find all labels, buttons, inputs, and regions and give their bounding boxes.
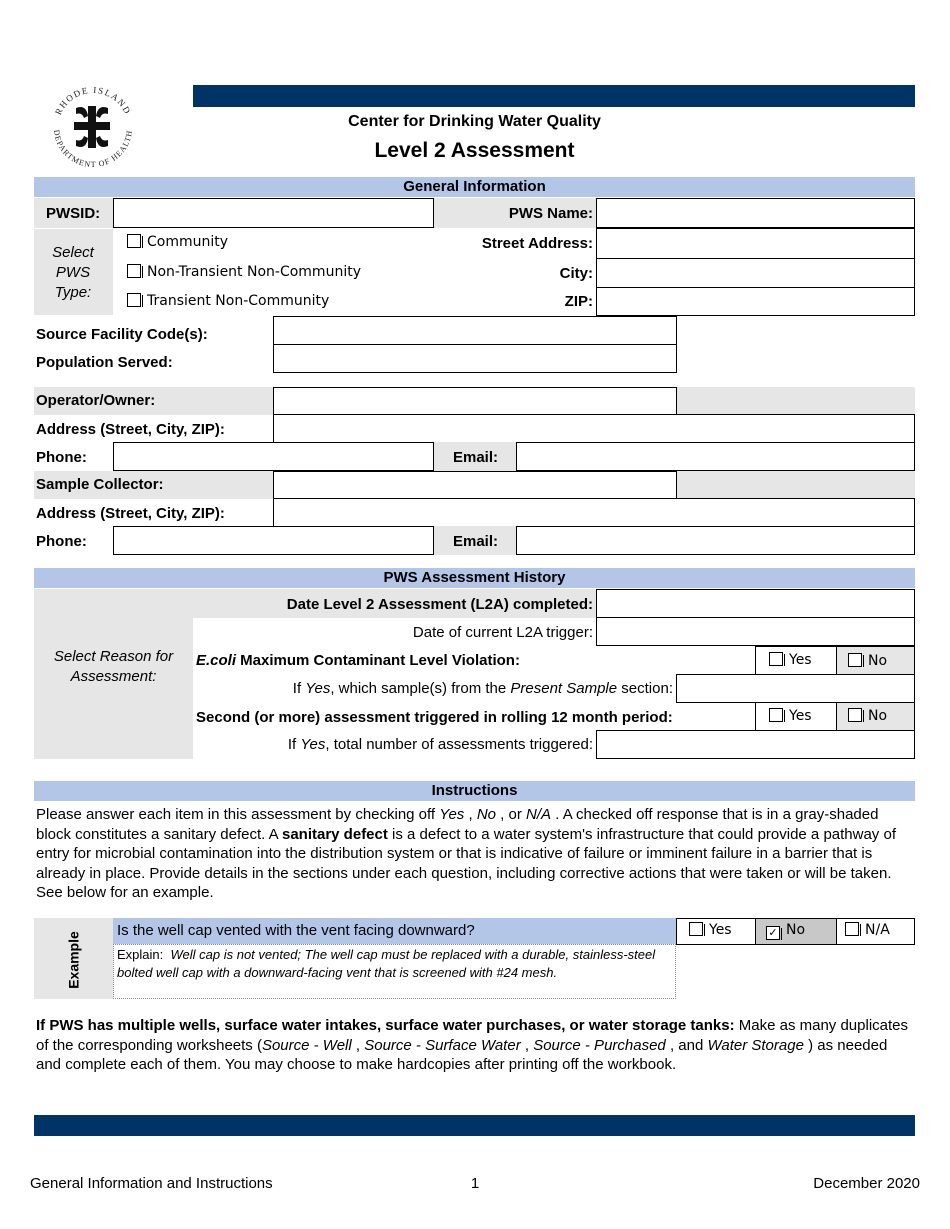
ecoli-yes-option[interactable]: Yes	[769, 652, 812, 668]
operator-field[interactable]	[273, 387, 677, 415]
pws-type-tnc[interactable]: Transient Non-Community	[127, 293, 329, 309]
date-trigger-field[interactable]	[596, 617, 915, 646]
operator-phone-field[interactable]	[113, 442, 434, 471]
svg-text:RHODE ISLAND: RHODE ISLAND	[52, 84, 134, 117]
ecoli-label: E.coli Maximum Contaminant Level Violation:	[196, 652, 520, 669]
example-question: Is the well cap vented with the vent facing downward?	[117, 922, 475, 939]
select-reason-label: Select Reason for Assessment:	[53, 648, 174, 685]
operator-label: Operator/Owner:	[36, 392, 156, 409]
sample-question-label: If Yes, which sample(s) from the Present Sample section:	[292, 680, 673, 697]
general-info-heading: General Information	[34, 177, 915, 197]
history-heading: PWS Assessment History	[34, 568, 915, 588]
footer-band	[34, 1115, 915, 1136]
checkbox-icon[interactable]	[127, 264, 141, 278]
example-yes-option[interactable]: Yes	[689, 922, 732, 938]
checkbox-icon[interactable]	[127, 293, 141, 307]
page-title: Level 2 Assessment	[374, 139, 575, 162]
footer-date: December 2020	[813, 1175, 920, 1192]
pws-name-label: PWS Name:	[508, 205, 593, 222]
operator-email-field[interactable]	[516, 442, 915, 471]
svg-text:DEPARTMENT OF HEALTH: DEPARTMENT OF HEALTH	[51, 129, 135, 170]
city-field[interactable]	[596, 258, 915, 288]
second-no-option[interactable]: No	[848, 708, 887, 724]
org-name: Center for Drinking Water Quality	[348, 113, 601, 130]
collector-phone-label: Phone:	[36, 533, 87, 550]
checkbox-icon[interactable]	[769, 708, 783, 722]
example-no-option[interactable]: ✓ No	[766, 922, 805, 940]
checkbox-icon[interactable]	[845, 922, 859, 936]
date-completed-label: Date Level 2 Assessment (L2A) completed:	[286, 596, 593, 613]
pwsid-label: PWSID:	[46, 205, 101, 222]
collector-address-label: Address (Street, City, ZIP):	[36, 505, 225, 522]
population-label: Population Served:	[36, 354, 173, 371]
source-facility-label: Source Facility Code(s):	[36, 326, 208, 343]
operator-phone-label: Phone:	[36, 449, 87, 466]
operator-address-label: Address (Street, City, ZIP):	[36, 421, 225, 438]
collector-field[interactable]	[273, 471, 677, 499]
operator-email-label: Email:	[453, 449, 499, 466]
source-facility-field[interactable]	[273, 316, 677, 345]
instructions-text: Please answer each item in this assessment by checking off Yes , No , or N/A . A checked off response that is in a gray-shaded block constitutes a sanitary defect. A sanitary defect is a defect to a water system's infrastructure that could provide a pathway of entry for microbial contamination into the distribution system or that is indicative of failure or imminent failure in a barrier that is already in place. Provide details in the sections under each question, including corrective actions that were taken or will be taken. See below for an example.	[36, 806, 896, 901]
checked-checkbox-icon[interactable]: ✓	[766, 926, 780, 940]
checkbox-icon[interactable]	[769, 652, 783, 666]
collector-label: Sample Collector:	[36, 476, 164, 493]
second-assessment-label: Second (or more) assessment triggered in rolling 12 month period:	[196, 709, 673, 726]
logo	[46, 84, 140, 170]
street-label: Street Address:	[481, 235, 593, 252]
instructions-heading: Instructions	[34, 781, 915, 801]
collector-email-field[interactable]	[516, 526, 915, 555]
city-label: City:	[559, 265, 593, 282]
zip-label: ZIP:	[564, 293, 593, 310]
collector-address-field[interactable]	[273, 498, 915, 527]
pws-name-field[interactable]	[596, 198, 915, 228]
total-question-label: If Yes, total number of assessments triggered:	[287, 736, 593, 753]
collector-email-label: Email:	[453, 533, 499, 550]
footer-page-number: 1	[470, 1175, 480, 1192]
checkbox-icon[interactable]	[848, 708, 862, 722]
date-completed-field[interactable]	[596, 589, 915, 618]
sample-field[interactable]	[676, 674, 915, 703]
second-yes-option[interactable]: Yes	[769, 708, 812, 724]
operator-address-field[interactable]	[273, 414, 915, 443]
header-band	[193, 85, 915, 107]
collector-phone-field[interactable]	[113, 526, 434, 555]
multiple-worksheets-note: If PWS has multiple wells, surface water intakes, surface water purchases, or water storage tanks: Make as many duplicates of the corresponding worksheets (Source - Well , Source - Surface Water , Source - Purchased , and Water Storage ) as needed and complete each of them. You may choose to make hardcopies after printing off the workbook.	[36, 1017, 909, 1073]
example-side-label: Example	[65, 931, 82, 989]
checkbox-icon[interactable]	[848, 653, 862, 667]
checkbox-icon[interactable]	[127, 234, 141, 248]
pwsid-field[interactable]	[113, 198, 434, 228]
ecoli-no-option[interactable]: No	[848, 653, 887, 669]
total-field[interactable]	[596, 730, 915, 759]
population-field[interactable]	[273, 344, 677, 373]
pws-type-community[interactable]: Community	[127, 234, 228, 250]
select-pws-type-label: Select PWS Type:	[52, 244, 94, 301]
pws-type-ntnc[interactable]: Non-Transient Non-Community	[127, 264, 361, 280]
date-trigger-label: Date of current L2A trigger:	[412, 624, 593, 641]
zip-field[interactable]	[596, 287, 915, 316]
checkbox-icon[interactable]	[689, 922, 703, 936]
example-explain-text: Explain: Well cap is not vented; The well cap must be replaced with a durable, stainless-steel bolted well cap with a downward-facing vent that is screened with #24 mesh.	[117, 947, 656, 980]
footer-section-name: General Information and Instructions	[30, 1175, 273, 1192]
street-field[interactable]	[596, 228, 915, 259]
example-na-option[interactable]: N/A	[845, 922, 890, 938]
